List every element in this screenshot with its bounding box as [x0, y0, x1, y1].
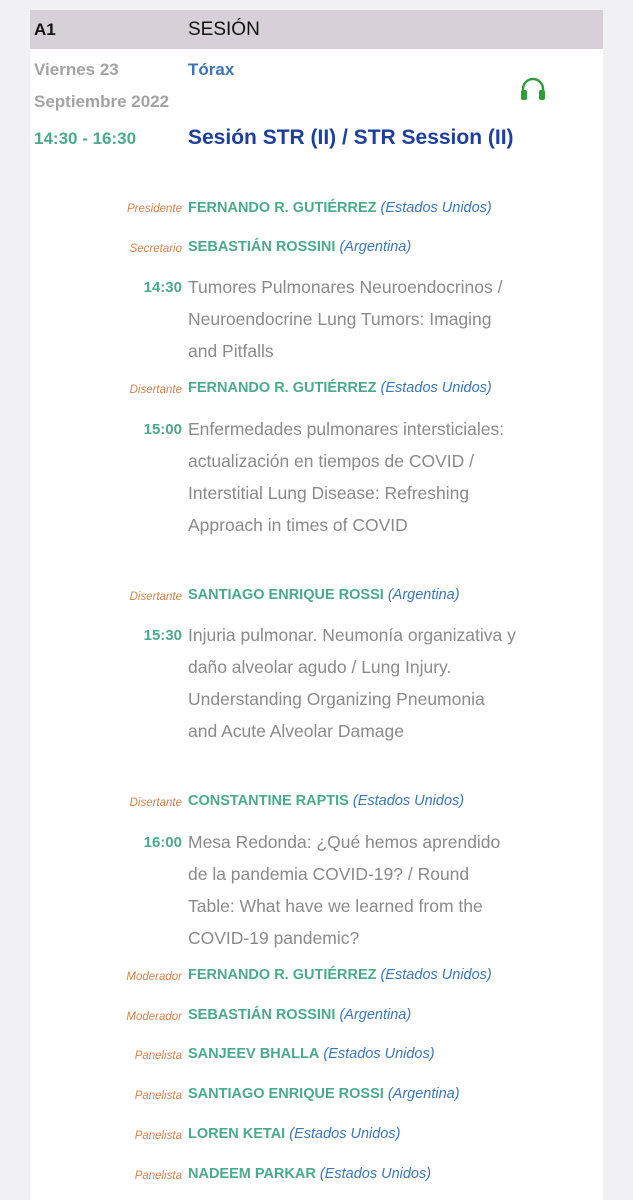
session-header — [30, 10, 603, 49]
role-label: Presidente — [127, 203, 182, 215]
date-month: Septiembre 2022 — [34, 92, 170, 111]
person-name: FERNANDO R. GUTIÉRREZ — [188, 380, 377, 396]
person-name: SANTIAGO ENRIQUE ROSSI — [188, 1086, 384, 1102]
person-name: NADEEM PARKAR — [188, 1166, 316, 1182]
role-label: Disertante — [129, 797, 182, 809]
person-row — [188, 1166, 431, 1182]
person-name: SANJEEV BHALLA — [188, 1046, 320, 1062]
person-country: (Estados Unidos) — [323, 1046, 435, 1062]
headphones-icon[interactable] — [519, 76, 547, 102]
talk-title: Tumores Pulmonares Neuroendocrinos / Neuroendocrine Lung Tumors: Imaging and Pitfalls — [188, 277, 503, 361]
person-country: (Argentina) — [339, 1007, 412, 1023]
person-country: (Argentina) — [387, 587, 460, 603]
person-row — [188, 967, 492, 983]
room-code: A1 — [34, 20, 56, 39]
person-country: (Estados Unidos) — [289, 1126, 401, 1142]
person-country: (Estados Unidos) — [380, 200, 492, 216]
person-name: CONSTANTINE RAPTIS — [188, 793, 349, 809]
talk-title: Mesa Redonda: ¿Qué hemos aprendido de la pandemia COVID-19? / Round Table: What have we learned from the COVID-19 pandemic? — [188, 832, 501, 948]
role-label: Moderador — [126, 971, 182, 983]
role-label: Panelista — [134, 1130, 182, 1142]
topic-link[interactable]: Tórax — [188, 60, 235, 79]
person-country: (Argentina) — [387, 1086, 460, 1102]
person-country: (Estados Unidos) — [380, 967, 492, 983]
role-label: Secretario — [129, 243, 182, 255]
role-label: Disertante — [129, 591, 182, 603]
person-name: FERNANDO R. GUTIÉRREZ — [188, 200, 377, 216]
person-name: FERNANDO R. GUTIÉRREZ — [188, 967, 377, 983]
person-row — [188, 587, 460, 603]
session-time-range: 14:30 - 16:30 — [34, 129, 137, 148]
person-country: (Argentina) — [339, 239, 412, 255]
person-row — [188, 380, 492, 396]
session-card — [30, 10, 603, 1200]
person-name: SANTIAGO ENRIQUE ROSSI — [188, 587, 384, 603]
header-title: SESIÓN — [188, 19, 260, 40]
talk-title: Injuria pulmonar. Neumonía organizativa y daño alveolar agudo / Lung Injury. Understanding Organizing Pneumonia and Acute Alveolar Damage — [188, 625, 516, 741]
person-country: (Estados Unidos) — [352, 793, 465, 809]
talk-title: Enfermedades pulmonares intersticiales: actualización en tiempos de COVID / Interstitial Lung Disease: Refreshing Approach in times of COVID — [188, 419, 505, 535]
role-label: Moderador — [126, 1011, 182, 1023]
person-name: LOREN KETAI — [188, 1126, 286, 1142]
date-day: Viernes 23 — [34, 60, 119, 79]
person-row — [188, 1046, 435, 1062]
person-name: SEBASTIÁN ROSSINI — [188, 239, 336, 255]
person-row — [188, 200, 492, 216]
person-country: (Estados Unidos) — [319, 1166, 432, 1182]
role-label: Disertante — [129, 384, 182, 396]
talk-time: 16:00 — [143, 834, 182, 851]
person-row — [188, 1007, 411, 1023]
role-label: Panelista — [134, 1090, 182, 1102]
person-name: SEBASTIÁN ROSSINI — [188, 1007, 336, 1023]
person-row — [188, 1126, 400, 1142]
talk-time: 15:30 — [143, 627, 182, 644]
role-label: Panelista — [134, 1170, 182, 1182]
person-row — [188, 239, 411, 255]
session-title: Sesión STR (II) / STR Session (II) — [188, 126, 514, 149]
person-country: (Estados Unidos) — [380, 380, 492, 396]
person-row — [188, 793, 464, 809]
talk-time: 14:30 — [143, 279, 182, 296]
talk-time: 15:00 — [143, 421, 182, 438]
person-row — [188, 1086, 460, 1102]
role-label: Panelista — [134, 1050, 182, 1062]
